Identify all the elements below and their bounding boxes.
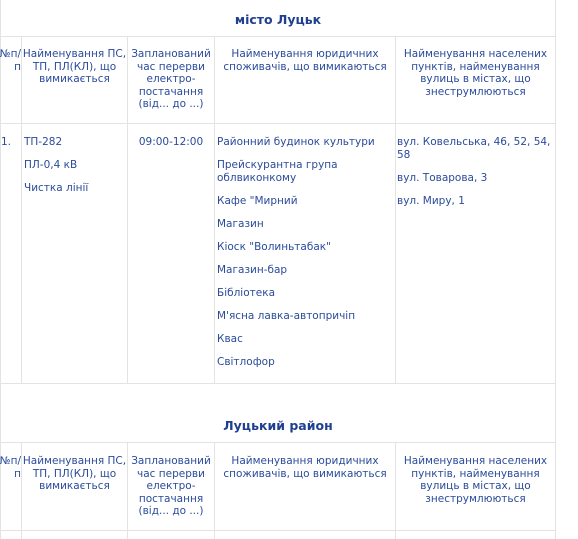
- divider: [0, 36, 556, 37]
- object-item: ТП-282: [24, 136, 63, 148]
- street-item: вул. Товарова, 3: [397, 172, 488, 184]
- consumer-list: [217, 136, 392, 379]
- section-title-lutsk-city: місто Луцьк: [234, 12, 322, 27]
- consumer-item: Районний будинок культури: [217, 136, 375, 148]
- object-item: Чистка лінії: [24, 182, 89, 194]
- consumer-item: М'ясна лавка-автопричіп: [217, 310, 356, 322]
- header-consumers: Найменування юридичних споживачів, що вимикаються: [223, 455, 387, 480]
- header-consumers: Найменування юридичних споживачів, що вимикаються: [223, 48, 387, 73]
- section-title-lutsk-district: Луцький район: [223, 418, 333, 433]
- consumer-item: Прейскурантна група облвиконкому: [217, 159, 338, 184]
- divider: [0, 123, 556, 124]
- header-streets: Найменування населених пунктів, найменування вулиць в містах, що знеструмлюються: [403, 48, 548, 98]
- divider: [0, 442, 556, 443]
- street-item: вул. Миру, 1: [397, 195, 465, 207]
- divider: [0, 530, 556, 531]
- header-outage-time: Запланований час перерви електро-постачання (від... до ...): [131, 48, 211, 110]
- object-list: [24, 136, 126, 205]
- consumer-item: Магазин: [217, 218, 264, 230]
- consumer-item: Магазин-бар: [217, 264, 288, 276]
- header-number: №п/п: [0, 455, 21, 480]
- table-right-border: [555, 0, 556, 539]
- consumer-item: Кафе "Мирний: [217, 195, 298, 207]
- consumer-item: Кіоск "Волиньтабак": [217, 241, 331, 253]
- consumer-item: Світлофор: [217, 356, 275, 368]
- divider: [0, 383, 556, 384]
- header-outage-time: Запланований час перерви електро-постачання (від... до ...): [131, 455, 211, 517]
- header-object-name: Найменування ПС, ТП, ПЛ(КЛ), що вимикається: [22, 48, 127, 85]
- object-item: ПЛ-0,4 кВ: [24, 159, 78, 171]
- header-object-name: Найменування ПС, ТП, ПЛ(КЛ), що вимикається: [22, 455, 127, 492]
- street-list: [397, 136, 553, 218]
- outage-time: 09:00-12:00: [138, 136, 204, 148]
- header-number: №п/п: [0, 48, 21, 73]
- col-divider: [214, 36, 215, 383]
- consumer-item: Квас: [217, 333, 243, 345]
- street-item: вул. Ковельська, 46, 52, 54, 58: [397, 136, 551, 161]
- row-number: 1.: [1, 136, 12, 148]
- col-divider: [21, 36, 22, 383]
- header-streets: Найменування населених пунктів, найменування вулиць в містах, що знеструмлюються: [403, 455, 548, 505]
- consumer-item: Бібліотека: [217, 287, 276, 299]
